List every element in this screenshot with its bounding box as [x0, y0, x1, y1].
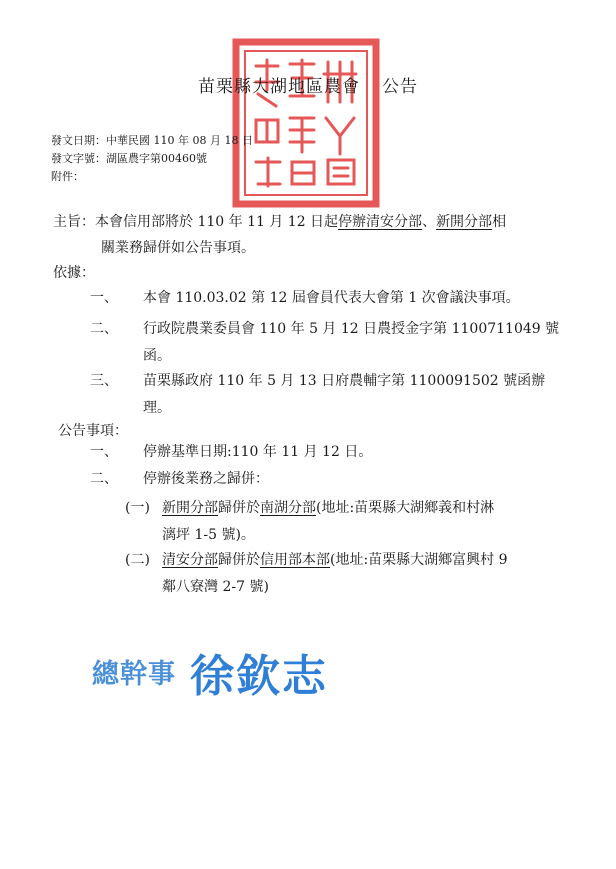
document-number: 發文字號：湖區農字第00460號 [51, 152, 207, 165]
signature-stamp [92, 640, 372, 712]
document-page: 苗栗縣大湖地區農會 公告 發文日期：中華民國 110 年 08 月 18 日 發文字號：湖區農字第00460號 附件： 主旨：本會信用部將於 110 年 11 月 12 日起停辦清安分部、新開分部相 關業務歸併如公告事項。 依據： 一、 本會 110.03.02 第 12 屆會員代表大會第 1 次會議決事項。 二、 行政院農業委員會 110 年 5 月 12 日農授金字第 1100711049 號 函。 三、 苗栗縣政府 110 年 5 月 13 日府農輔字第 1100091502 號函辦 理。 公告事項： 一、 停辦基準日期:110 年 11 月 12 日。 二、 停辦後業務之歸併： (一) 新開分部歸併於南湖分部(地址:苗栗縣大湖鄉義和村淋 漓坪 1-5 號)。 (二) 清安分部歸併於信用部本部(地址:苗栗縣大湖鄉富興村 9 鄰八寮灣 2-7 號) 總幹事 徐欽志 [0, 0, 616, 869]
issue-date: 發文日期：中華民國 110 年 08 月 18 日 [51, 134, 253, 147]
subject: 主旨：本會信用部將於 110 年 11 月 12 日起停辦清安分部、新開分部相 關業務歸併如公告事項。 [53, 214, 507, 256]
attachments-label: 附件： [51, 170, 84, 183]
notice-heading: 公告事項： [58, 423, 128, 439]
signature-title: 總幹事 [92, 659, 176, 690]
page-title: 苗栗縣大湖地區農會 公告 [198, 77, 418, 97]
basis-heading: 依據： [53, 265, 95, 281]
signature-name: 徐欽志 [190, 651, 328, 702]
official-seal-icon [232, 38, 380, 208]
